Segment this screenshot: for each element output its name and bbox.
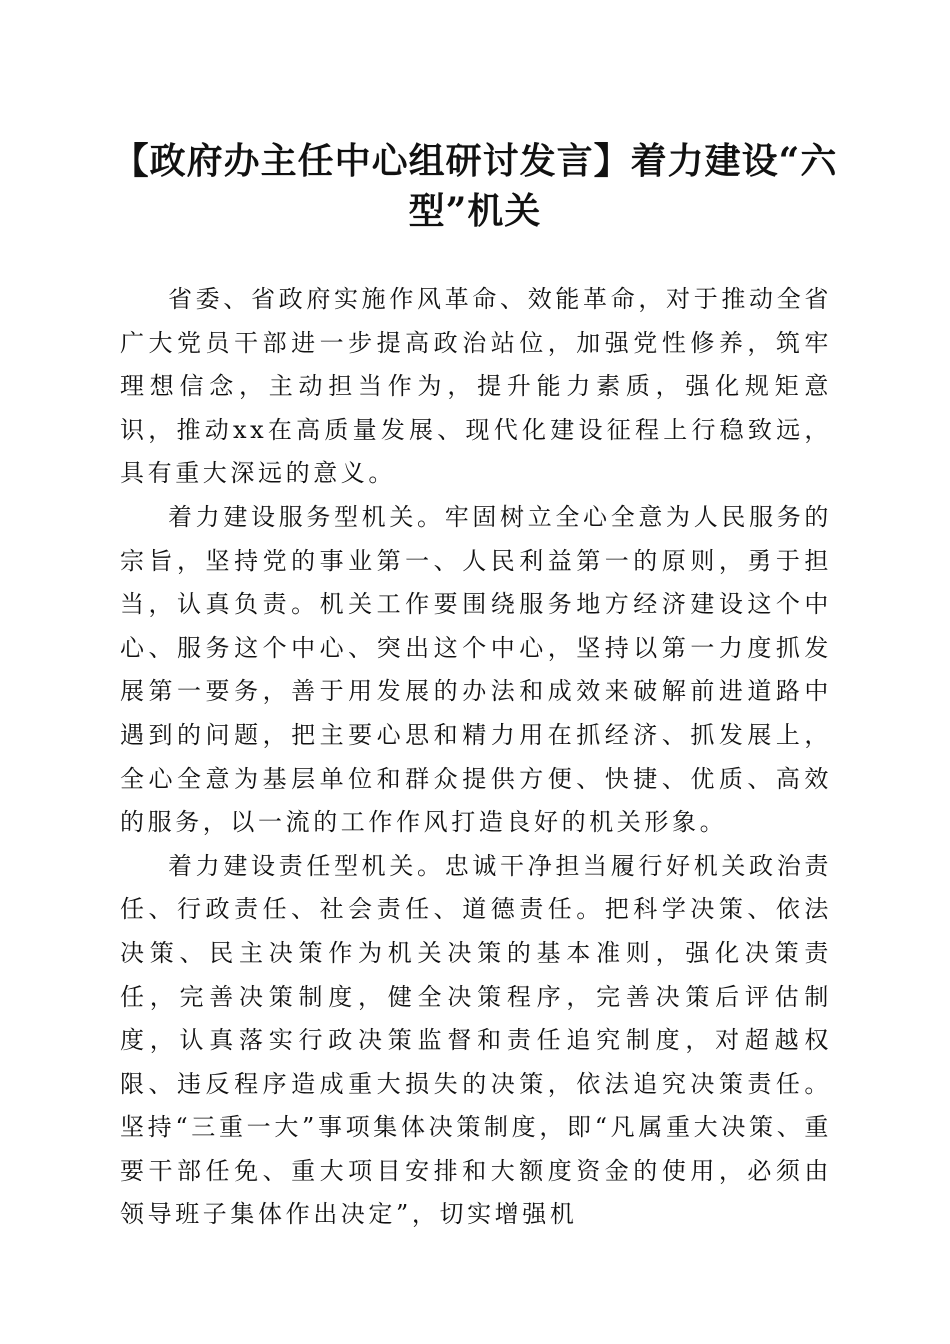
document-body bbox=[120, 278, 832, 1237]
paragraph-responsibility-organ: 着力建设责任型机关。忠诚干净担当履行好机关政治责任、行政责任、社会责任、道德责任。把科学决策、依法决策、民主决策作为机关决策的基本准则，强化决策责任，完善决策制度，健全决策程序，完善决策后评估制度，认真落实行政决策监督和责任追究制度，对超越权限、违反程序造成重大损失的决策，依法追究决策责任。坚持“三重一大”事项集体决策制度，即“凡属重大决策、重要干部任免、重大项目安排和大额度资金的使用，必须由领导班子集体作出决定”，切实增强机 bbox=[120, 851, 832, 1229]
paragraph-intro: 省委、省政府实施作风革命、效能革命，对于推动全省广大党员干部进一步提高政治站位，加强党性修养，筑牢理想信念，主动担当作为，提升能力素质，强化规矩意识，推动xx在高质量发展、现代化建设征程上行稳致远，具有重大深远的意义。 bbox=[120, 285, 832, 488]
paragraph-service-organ: 着力建设服务型机关。牢固树立全心全意为人民服务的宗旨，坚持党的事业第一、人民利益第一的原则，勇于担当，认真负责。机关工作要围绕服务地方经济建设这个中心、服务这个中心、突出这个中心，坚持以第一力度抓发展第一要务，善于用发展的办法和成效来破解前进道路中遇到的问题，把主要心思和精力用在抓经济、抓发展上，全心全意为基层单位和群众提供方便、快捷、优质、高效的服务，以一流的工作作风打造良好的机关形象。 bbox=[120, 502, 832, 837]
document-title: 【政府办主任中心组研讨发言】着力建设“六型”机关 bbox=[112, 140, 838, 232]
